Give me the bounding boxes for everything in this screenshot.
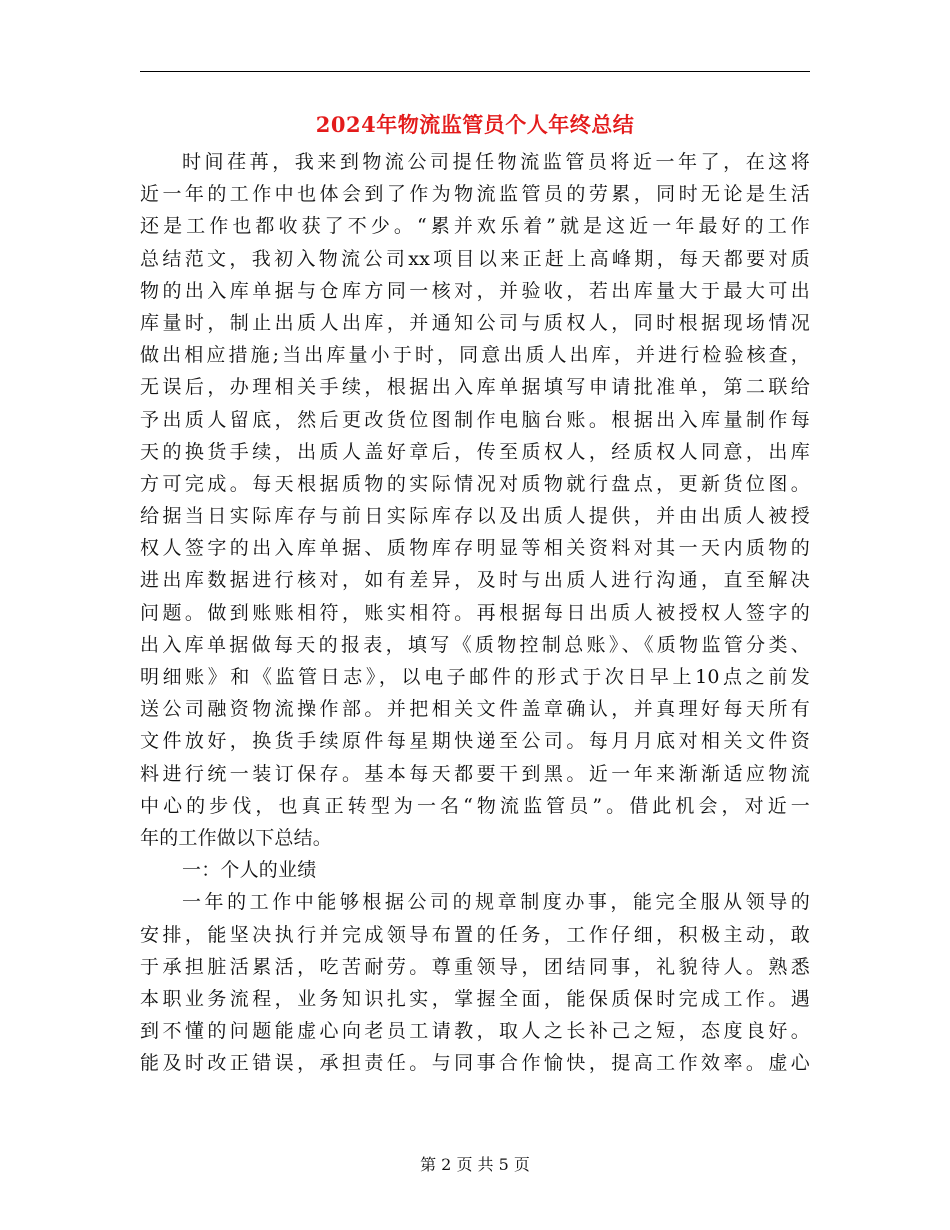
paragraph-line: 权人签字的出入库单据、质物库存明显等相关资料对其一天内质物的 (140, 537, 810, 560)
paragraph-line: 料进行统一装订保存。基本每天都要干到黑。近一年来渐渐适应物流 (140, 762, 810, 785)
paragraph-line: 中心的步伐，也真正转型为一名“物流监管员”。借此机会，对近一 (140, 794, 810, 817)
paragraph-line: 物的出入库单据与仓库方同一核对，并验收，若出库量大于最大可出 (140, 279, 810, 302)
paragraph-line: 问题。做到账账相符，账实相符。再根据每日出质人被授权人签字的 (140, 601, 810, 624)
paragraph-line: 方可完成。每天根据质物的实际情况对质物就行盘点，更新货位图。 (140, 472, 810, 495)
paragraph-line: 给据当日实际库存与前日实际库存以及出质人提供，并由出质人被授 (140, 505, 810, 528)
paragraph-line: 明细账》和《监管日志》，以电子邮件的形式于次日早上10点之前发 (140, 666, 810, 688)
paragraph-line: 出入库单据做每天的报表，填写《质物控制总账》、《质物监管分类、 (140, 633, 810, 656)
paragraph-line: 安排，能坚决执行并完成领导布置的任务，工作仔细，积极主动，敢 (140, 923, 810, 946)
header-rule (140, 71, 810, 72)
paragraph-line: 进出库数据进行核对，如有差异，及时与出质人进行沟通，直至解决 (140, 569, 810, 592)
paragraph-line: 文件放好，换货手续原件每星期快递至公司。每月月底对相关文件资 (140, 730, 810, 753)
paragraph-line: 能及时改正错误，承担责任。与同事合作愉快，提高工作效率。虚心 (140, 1052, 810, 1075)
paragraph-line: 送公司融资物流操作部。并把相关文件盖章确认，并真理好每天所有 (140, 698, 810, 721)
paragraph-line: 近一年的工作中也体会到了作为物流监管员的劳累，同时无论是生活 (140, 183, 810, 206)
paragraph-line: 予出质人留底，然后更改货位图制作电脑台账。根据出入库量制作每 (140, 408, 810, 431)
paragraph-line: 总结范文，我初入物流公司xx项目以来正赶上高峰期，每天都要对质 (140, 247, 810, 270)
section-heading: 一：个人的业绩 (182, 859, 317, 882)
paragraph-line: 无误后，办理相关手续，根据出入库单据填写申请批准单，第二联给 (140, 376, 810, 399)
paragraph-line: 年的工作做以下总结。 (140, 826, 333, 849)
document-title: 2024年物流监管员个人年终总结 (315, 112, 635, 137)
paragraph-line: 天的换货手续，出质人盖好章后，传至质权人，经质权人同意，出库 (140, 440, 810, 463)
paragraph-line: 做出相应措施;当出库量小于时，同意出质人出库，并进行检验核查， (140, 344, 810, 367)
paragraph-line: 于承担脏活累活，吃苦耐劳。尊重领导，团结同事，礼貌待人。熟悉 (140, 955, 810, 978)
paragraph-line: 本职业务流程，业务知识扎实，掌握全面，能保质保时完成工作。遇 (140, 987, 810, 1010)
paragraph-line: 时间荏苒，我来到物流公司提任物流监管员将近一年了，在这将 (182, 151, 810, 173)
paragraph-line: 还是工作也都收获了不少。“累并欢乐着”就是这近一年最好的工作 (140, 215, 810, 238)
paragraph-line: 到不懂的问题能虚心向老员工请教，取人之长补己之短，态度良好。 (140, 1020, 810, 1043)
page-number-footer: 第 2 页 共 5 页 (420, 1155, 530, 1174)
document-body (140, 146, 810, 1079)
paragraph-line: 库量时，制止出质人出库，并通知公司与质权人，同时根据现场情况 (140, 311, 810, 334)
paragraph-line: 一年的工作中能够根据公司的规章制度办事，能完全服从领导的 (182, 891, 810, 914)
